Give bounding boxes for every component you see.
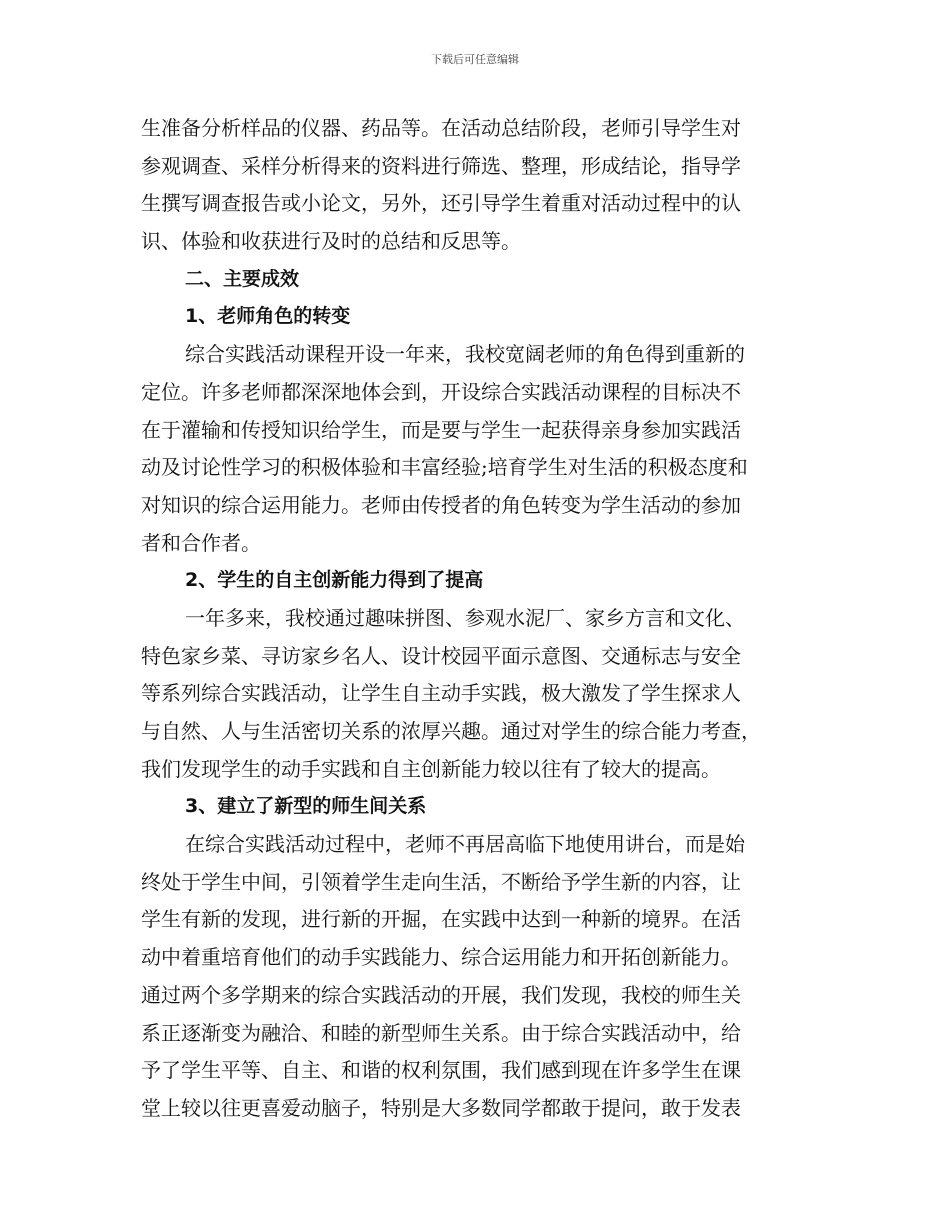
page-header: 下载后可任意编辑 — [431, 53, 519, 66]
body-line: 特色家乡菜、寻访家乡名人、设计校园平面示意图、交通标志与安全 — [141, 643, 741, 668]
body-line: 生撰写调查报告或小论文，另外，还引导学生着重对活动过程中的认 — [141, 191, 741, 216]
body-line: 生准备分析样品的仪器、药品等。在活动总结阶段，老师引导学生对 — [141, 116, 741, 140]
paragraph-first-line: 综合实践活动课程开设一年来，我校宽阔老师的角色得到重新的 — [185, 342, 745, 367]
paragraph-first-line: 一年多来，我校通过趣味拼图、参观水泥厂、家乡方言和文化、 — [185, 605, 745, 630]
body-line: 对知识的综合运用能力。老师由传授者的角色转变为学生活动的参加 — [141, 492, 741, 517]
subsection-heading: 1、老师角色的转变 — [185, 305, 351, 328]
subsection-heading: 3、建立了新型的师生间关系 — [185, 795, 427, 818]
body-line: 系正逐渐变为融洽、和睦的新型师生关系。由于综合实践活动中，给 — [141, 1020, 741, 1045]
body-line: 与自然、人与生活密切关系的浓厚兴趣。通过对学生的综合能力考查， — [141, 719, 761, 743]
subsection-heading: 2、学生的自主创新能力得到了提高 — [185, 569, 484, 592]
body-line: 在于灌输和传授知识给学生，而是要与学生一起获得亲身参加实践活 — [141, 417, 741, 442]
body-line: 识、体验和收获进行及时的总结和反思等。 — [141, 229, 521, 254]
body-line: 参观调查、采样分析得来的资料进行筛选、整理，形成结论，指导学 — [141, 153, 741, 178]
body-line: 等系列综合实践活动，让学生自主动手实践，极大激发了学生探求人 — [141, 681, 741, 706]
body-line: 动中着重培育他们的动手实践能力、综合运用能力和开拓创新能力。 — [141, 945, 741, 970]
body-line: 终处于学生中间，引领着学生走向生活，不断给予学生新的内容，让 — [141, 869, 741, 894]
body-line: 动及讨论性学习的积极体验和丰富经验;培育学生对生活的积极态度和 — [141, 455, 748, 480]
body-line: 堂上较以往更喜爱动脑子，特别是大多数同学都敢于提问，敢于发表 — [141, 1095, 741, 1120]
section-heading: 二、主要成效 — [185, 267, 300, 290]
body-line: 学生有新的发现，进行新的开掘，在实践中达到一种新的境界。在活 — [141, 907, 741, 932]
body-line: 者和合作者。 — [141, 530, 261, 555]
paragraph-first-line: 在综合实践活动过程中，老师不再居高临下地使用讲台，而是始 — [185, 832, 745, 857]
body-line: 定位。许多老师都深深地体会到，开设综合实践活动课程的目标决不 — [141, 379, 741, 404]
body-line: 我们发现学生的动手实践和自主创新能力较以往有了较大的提高。 — [141, 756, 721, 781]
body-line: 通过两个多学期来的综合实践活动的开展，我们发现，我校的师生关 — [141, 982, 741, 1007]
body-line: 予了学生平等、自主、和谐的权利氛围，我们感到现在许多学生在课 — [141, 1058, 741, 1083]
document-body — [141, 110, 811, 1128]
